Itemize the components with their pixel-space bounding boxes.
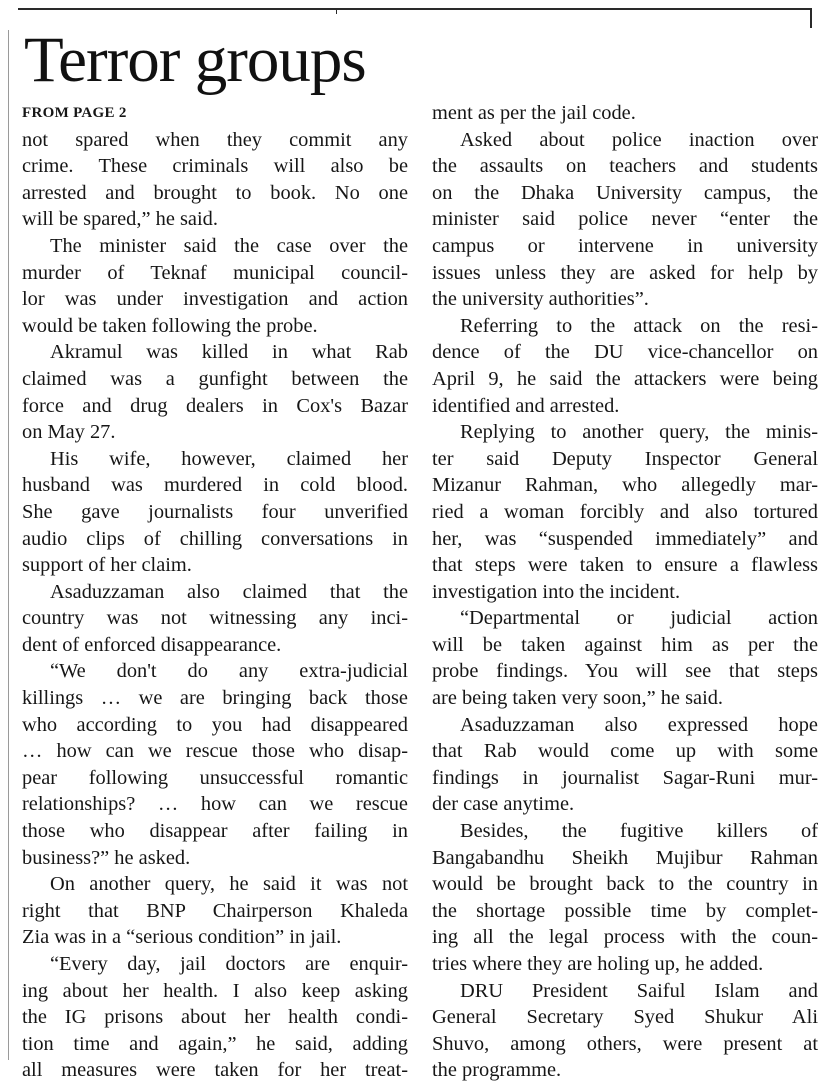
paragraph [22,951,408,1084]
text-line: findings in journalist Sagar-Runi mur- [432,766,818,789]
text-line: identified and arrested. [432,394,620,417]
text-line: will be taken against him as per the [432,633,818,656]
text-line: “We don't do any extra-judicial [50,660,408,683]
text-line: arrested and brought to book. No one [22,181,408,204]
top-rule [18,8,812,10]
paragraph [22,233,408,339]
text-line: force and drug dealers in Cox's Bazar [22,394,408,417]
paragraph [432,100,818,127]
text-line: audio clips of chilling conversations in [22,527,408,550]
text-line: the programme. [432,1059,562,1082]
left-rule [8,30,9,1060]
text-line: The minister said the case over the [50,234,408,257]
headline: Terror groups [24,24,366,96]
text-line: Asaduzzaman also claimed that the [50,580,408,603]
text-line: probe findings. You will see that steps [432,660,818,683]
text-line: Bangabandhu Sheikh Mujibur Rahman [432,846,818,869]
text-line: She gave journalists four unverified [22,500,408,523]
text-line: killings … we are bringing back those [22,687,408,710]
text-line: issues unless they are asked for help by [432,261,818,284]
text-line: the shortage possible time by complet- [432,899,818,922]
article-column-left [22,100,408,1084]
text-line: Referring to the attack on the resi- [460,314,818,337]
text-line: the IG prisons about her health condi- [22,1006,408,1029]
text-line: on the Dhaka University campus, the [432,181,818,204]
text-line: His wife, however, claimed her [50,447,408,470]
text-line: Akramul was killed in what Rab [50,341,408,364]
text-line: Asaduzzaman also expressed hope [460,713,818,736]
text-line: Shuvo, among others, were present at [432,1032,818,1055]
text-line: pear following unsuccessful romantic [22,766,408,789]
text-line: ter said Deputy Inspector General [432,447,818,470]
paragraph [22,871,408,951]
paragraph [432,605,818,711]
paragraph [432,419,818,605]
article-column-right [432,100,818,1084]
text-line: all measures were taken for her treat- [22,1059,408,1082]
text-line: country was not witnessing any inci- [22,607,408,630]
text-line: would be taken following the probe. [22,314,318,337]
text-line: murder of Teknaf municipal council- [22,261,408,284]
text-line: support of her claim. [22,554,192,577]
text-line: the assaults on teachers and students [432,155,818,178]
text-line: Mizanur Rahman, who allegedly mar- [432,474,818,497]
text-line: General Secretary Syed Shukur Ali [432,1006,818,1029]
paragraph [22,579,408,659]
text-line: are being taken very soon,” he said. [432,687,724,710]
text-line: tries where they are holing up, he added. [432,953,764,975]
text-line: her, was “suspended immediately” and [432,527,818,550]
text-line: dence of the DU vice-chancellor on [432,341,818,364]
text-line: that Rab would come up with some [432,740,818,763]
text-line: investigation into the incident. [432,580,681,603]
text-line: Asked about police inaction over [460,128,818,151]
kicker: FROM PAGE 2 [22,105,127,121]
text-line: right that BNP Chairperson Khaleda [22,899,408,922]
text-line: ing about her health. I also keep asking [22,979,408,1002]
paragraph [432,978,818,1084]
text-line: Zia was in a “serious condition” in jail. [22,926,342,949]
right-rule [810,8,812,28]
text-line: who according to you had disappeared [22,713,408,736]
text-line: April 9, he said the attackers were being [432,367,818,390]
text-line: ried a woman forcibly and also tortured [432,500,818,523]
text-line: Besides, the fugitive killers of [460,820,818,843]
text-line: campus or intervene in university [432,234,818,257]
paragraph [22,127,408,233]
text-line: relationships? … how can we rescue [22,793,408,816]
text-line: ment as per the jail code. [432,102,636,124]
paragraph [22,446,408,579]
text-line: der case anytime. [432,793,575,816]
paragraph [22,339,408,445]
text-line: Replying to another query, the minis- [460,421,818,444]
paragraph [432,712,818,818]
paragraph [432,818,818,978]
text-line: “Every day, jail doctors are enquir- [50,953,408,975]
paragraph [432,127,818,313]
text-line: “Departmental or judicial action [460,607,818,630]
text-line: on May 27. [22,421,116,444]
paragraph [22,658,408,871]
text-line: husband was murdered in cold blood. [22,474,408,497]
text-line: not spared when they commit any [22,128,408,151]
text-line: minister said police never “enter the [432,208,818,231]
text-line: would be brought back to the country in [432,873,818,896]
text-line: tion time and again,” he said, adding [22,1032,408,1055]
text-line: … how can we rescue those who disap- [22,740,408,763]
top-rule-tick [336,8,337,14]
text-line: lor was under investigation and action [22,288,408,311]
text-line: will be spared,” he said. [22,208,218,231]
text-line: crime. These criminals will also be [22,155,408,178]
text-line: DRU President Saiful Islam and [460,979,818,1002]
text-line: On another query, he said it was not [50,873,408,896]
text-line: dent of enforced disappearance. [22,633,282,656]
text-line: the university authorities”. [432,288,649,311]
text-line: those who disappear after failing in [22,820,408,843]
text-line: business?” he asked. [22,846,191,869]
text-line: that steps were taken to ensure a flawless [432,554,818,577]
text-line: claimed was a gunfight between the [22,367,408,390]
paragraph [432,313,818,419]
text-line: ing all the legal process with the coun- [432,926,818,949]
